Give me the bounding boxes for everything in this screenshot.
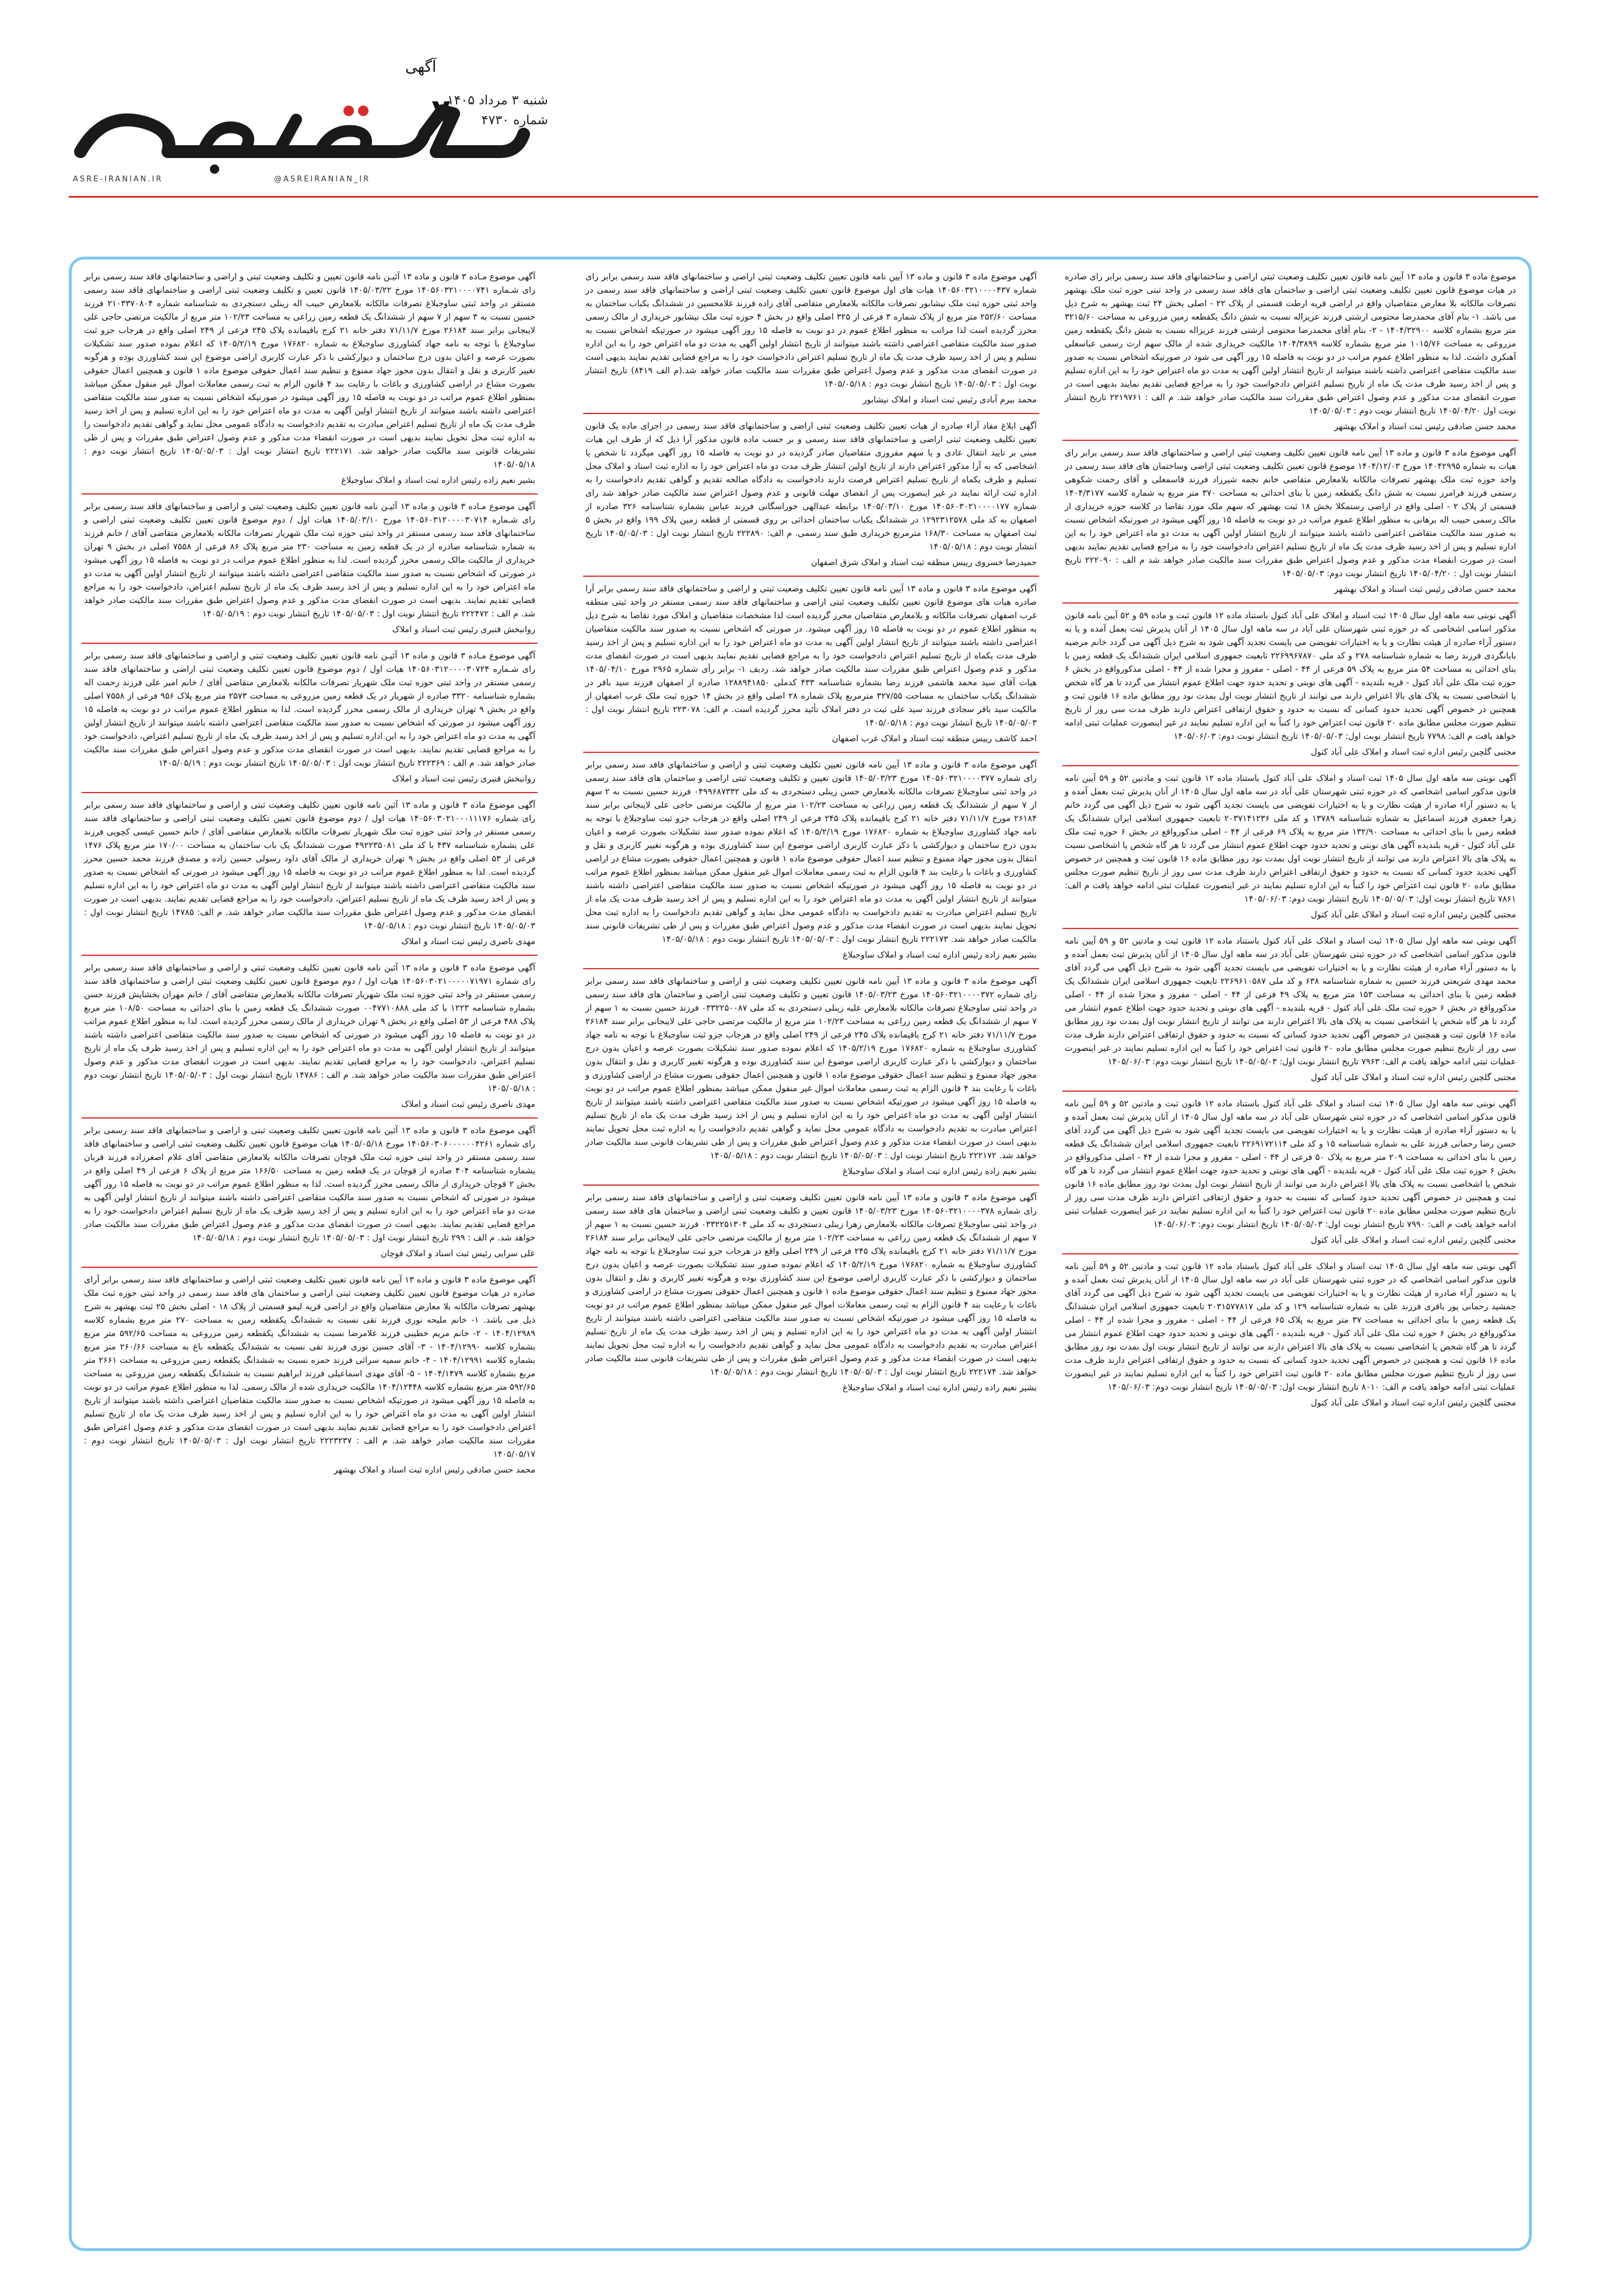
notice-signature: روانبخش قنبری رئیس ثبت اسناد و املاک (392, 625, 535, 635)
site-url: ASRE-IRANIAN.IR (73, 175, 163, 184)
social-handle: @ASREIRANIAN_IR (274, 175, 371, 184)
notice (1062, 440, 1518, 602)
notice-text: آگهی موضوع ماده ۳ قانون و ماده ۱۳ آئین نامه قانون تعیین تکلیف وضعیت ثبتی و اراضی و ساختمانهای فاقد سند رسمی برابر رای شماره ۱۴۰۵۶۰۳۰۶۰۰۰۰۰۰۴۲۶۱ مورخ ۱۴۰۵/۰۵/۱۸ هیات موضوع قانون تعیین تکلیف وضعیت ثبتی اراضی و ساختمانهای فاقد سند رسمی مستقر در واحد ثبتی حوزه ثبت ملک قوچان تصرفات مالکانه بلامعارض متقاضی آقای غلام اصغرزاده فرزند قربان بشماره شناسنامه ۴۰۴ صادره از قوچان در یک قطعه زمین به مساحت ۱۶۶/۵۰ متر مربع از پلاک ۶ فرعی از ۴۹ اصلی واقع در بخش ۲ قوچان خریداری از مالک رسمی محرز گردیده است. لذا به منظور اطلاع عموم مراتب در دو نوبت به فاصله ۱۵ روز آگهی میشود در صورتی که اشخاص نسبت به صدور سند مالکیت متقاضی اعتراضی داشته باشند میتوانند از تاریخ انتشار اولین آگهی به مدت دو ماه اعتراض خود را به این اداره تسلیم و پس از اخذ رسید ظرف یک ماه از تاریخ تسلیم اعتراض دادخواست خود را به مراجع قضایی تقدیم نمایند. بدیهی است در صورت انقضای مدت مذکور و عدم وصول اعتراض طبق مقررات سند مالکیت صادر خواهد شد. م الف : ۲۹۹ تاریخ انتشار نوبت اول : ۱۴۰۵/۰۵/۰۳ تاریخ انتشار نوبت دوم : ۱۴۰۵/۰۵/۱۸ (84, 1126, 536, 1243)
notice (82, 1267, 538, 1483)
notice-signature: مجتبی گلچین رئیس اداره ثبت اسناد و املاک علی آباد کتول (1311, 1236, 1516, 1245)
notice-text: آگهی ابلاغ مفاد آراء صادره از هیات تعیین تکلیف وضعیت ثبتی اراضی و ساختمانهای فاقد سند رسمی در اجرای ماده یک قانون تعیین تکلیف وضعیت ثبتی اراضی و ساختمانهای فاقد سند رسمی و بر حسب ماده قانون مذکور آرا ذیل که از طرف این هیات مبنی بر تایید انتقال عادی و یا سهم مفروزی متقاضیان صادر گردیده در دو نوبت به فاصله ۱۵ روز آگهی میگردد تا شخص یا اشخاصی که به آرا مذکور اعتراض دارند از تاریخ اولین انتشار ظرف مدت دو ماه اعتراض خود را به اداره ثبت اسناد و املاک محل تسلیم و ظرف یکماه از تاریخ تسلیم اعتراض فرصت دارند دادخواست به دادگاه صالحه تقدیم و گواهی تقدیم دادخواست را به اداره ثبت ارائه نمایند در غیر اینصورت پس از انقضای مهلت قانونی و عدم وصول اعتراض سند مالکیت صادر خواهد شد رای شماره ۱۴۰۵۶۰۳۰۲۱۰۰۰۰۱۷۷ مورخ ۱۴۰۵/۰۳/۱۰ برابطه عبدالهی خوراسگانی فرزند عباس بشماره شناسنامه ۳۲۶ صادره از اصفهان به کد ملی ۱۲۹۲۳۱۲۵۷۸ در ششدانگ یکباب ساختمان احداثی بر روی قسمتی از قطعه زمین پلاک ۱۹۹ واقع در بخش ۵ ثبت اصفهان به مساحت ۱۶۸/۳۰ مترمربع خریداری طبق سند رسمی. م الف: ۲۲۲۸۹۰ تاریخ انتشار نوبت اول : ۱۴۰۵/۰۵/۰۳ تاریخ انتشار نوبت دوم : ۱۴۰۵/۰۵/۱۸ (585, 422, 1037, 552)
issue-number: شماره ۴۷۳۰ (481, 113, 548, 128)
notice (82, 643, 538, 792)
notice-text: آگهی موضوع ماده ۳ قانون و ماده ۱۳ آیین نامه قانون تعیین تکلیف وضعیت ثبتی اراضی و ساختمانهای فاقد سند رسمی برابر آرای صادره در هیات موضوع قانون تعیین تکلیف وضعیت ثبتی اراضی و ساختمان های فاقد سند رسمی در واحد ثبتی حوزه ثبت ملک بهشهر تصرفات مالکانه بلا معارض متقاضیان واقع در اراضی قریه لیمو قسمتی از پلاک ۱۸ - اصلی بخش ۲۵ ثبت بهشهر به شرح ذیل می باشد. ۱- خانم ملیحه نوری فرزند تقی نسبت به ششدانگ یکقطعه زمین به مساحت ۲۷۰ متر مربع بشماره کلاسه ۱۴۰۴/۱۲۹۸۹ - ۲- خانم مریم خطیبی فرزند غلامرضا نسبت به ششدانگ یکقطعه زمین مزروعی به مساحت ۵۹۲/۶۵ متر مربع بشماره کلاسه ۱۴۰۴/۱۲۹۹۰ - ۳- آقای حسین نوری فرزند تقی نسبت به ششدانگ یکقطعه باغ به مساحت ۲۶۰/۶۶ متر مربع بشماره کلاسه ۱۴۰۴/۱۲۹۹۱ - ۴- خانم سمیه سرائی فرزند حمزه نسبت به ششدانگ یکقطعه زمین مزروعی به مساحت ۲۶۶۱ متر مربع بشماره کلاسه ۱۴۰۴/۱۴۷۹ - ۵- آقای مهدی اسماعیلی فرزند ابراهیم نسبت به ششدانگ یکقطعه زمین مزروعی به مساحت ۵۹۲/۶۵ متر مربع بشماره کلاسه ۱۴۰۴/۱۲۴۴۸ مالکیت خریداری شده از مالک رسمی. لذا به منظور اطلاع عموم مراتب در دو نوبت به فاصله ۱۵ روز آگهی میشود در صورتیکه اشخاص نسبت به صدور سند مالکیت متقاضیان اعتراضی داشته باشند میتوانند از تاریخ انتشار اولین آگهی به مدت دو ماه اعتراض خود را به این اداره تسلیم و پس از اخذ رسید ظرف مدت یک ماه از تاریخ تسلیم اعتراض دادخواست خود را به مراجع قضایی تقدیم نمایند بدیهی است در صورت انقضای مدت مذکور و عدم وصول اعتراض طبق مقررات سند مالکیت صادر خواهد شد. م الف : ۲۲۲۳۲۳۷ تاریخ انتشار نوبت اول : ۱۴۰۵/۰۵/۰۳ تاریخ انتشار نوبت دوم : ۱۴۰۵/۰۵/۱۷ (84, 1275, 536, 1459)
notice-signature: محمد حسن صادقی رئیس ثبت اسناد و املاک بهشهر (1334, 422, 1516, 432)
notice (583, 576, 1039, 752)
notice-signature: احمد کاشف رییس منطقه ثبت اسناد و املاک غرب اصفهان (831, 734, 1037, 744)
column-right (1062, 268, 1518, 2239)
notice-signature: بشیر نعیم زاده رئیس اداره ثبت اسناد و املاک ساوجبلاغ (843, 1167, 1037, 1176)
notice-text: آگهی موضوع ماده ۳ قانون و ماده ۱۳ آئین نامه قانون تعیین تکلیف وضعیت ثبتی و اراضی و ساختمانهای فاقد سند رسمی برابر رای شماره ۱۴۰۵۶۰۳۰۲۱۰۰۰۱۱۱۷۶ هیات اول / دوم موضوع قانون تعیین تکلیف وضعیت ثبتی اراضی و ساختمانهای فاقد سند رسمی مستقر در واحد ثبتی حوزه ثبت ملک شهریار تصرفات مالکانه بلامعارض متقاضی آقای / خانم حسین عیسی کچویی فرزند علی بشماره شناسنامه ۴۳۷ با کد ملی ۴۹۲۲۳۵۰۸۱ صورت ششدانگ یک باب ساختمان به مساحت ۱۷۰/۰۰ متر مربع پلاک ۱۴۷۶ فرعی از ۵۳ اصلی واقع در بخش ۹ تهران خریداری از مالک آقای داود رسولی حسین زاده و مصدق فرزند محمد حسین محرز گردیده است. لذا به منظور اطلاع عموم مراتب در دو نوبت به فاصله ۱۵ روز آگهی میشود در صورتی که اشخاص نسبت به صدور سند مالکیت متقاضی اعتراضی داشته باشند میتوانند از تاریخ انتشار اولین آگهی به مدت دو ماه اعتراض خود را به این اداره تسلیم و پس از اخذ رسید ظرف یک ماه از تاریخ تسلیم اعتراض، دادخواست خود را به مراجع قضایی تقدیم نمایند. بدیهی است در صورت انقضای مدت مذکور و عدم وصول اعتراض طبق مقررات سند مالکیت صادر خواهد شد. م الف: ۱۴۷۸۵ تاریخ انتشار نوبت اول : ۱۴۰۵/۰۵/۰۳ تاریخ انتشار نوبت دوم : ۱۴۰۵/۰۵/۱۸ (84, 801, 536, 931)
notice-text: آگهی موضوع ماده ۳ قانون و ماده ۱۳ آیین نامه قانون تعیین تکلیف وضعیت ثبتی اراضی و ساختمانهای فاقد سند رسمی برابر رای شماره ۱۴۰۵۶۰۳۲۱۰۰۰۰۴۳۷ هیات های اول موضوع قانون تعیین تکلیف وضعیت ثبتی اراضی و ساختمانهای فاقد سند رسمی در واحد ثبتی حوزه ثبت ملک نیشابور تصرفات مالکانه بلامعارض متقاضی آقای زاده فرزند غلامحسین در ششدانگ یکباب ساختمان به مساحت ۲۵۲/۶۰ متر مربع از پلاک شماره ۳ فرعی از ۳۲۵ اصلی واقع در بخش ۴ حوزه ثبت ملک نیشابور خریداری از مالک رسمی محرز گردیده است لذا مراتب به منظور اطلاع عموم در دو نوبت به فاصله ۱۵ روز آگهی میشود در صورتیکه اشخاص نسبت به صدور سند مالکیت متقاضی اعتراضی داشته باشند میتوانند از تاریخ انتشار اولین آگهی به مدت دو ماه اعتراض خود را به این اداره تسلیم و پس از اخذ رسید ظرف مدت یک ماه از تاریخ تسلیم اعتراض دادخواست خود را به مراجع قضایی تقدیم نمایند بدیهی است در صورت انقضای مدت مذکور و عدم وصول اعتراض طبق مقررات سند مالکیت صادر خواهد شد.(م الف ۸۴۱۹) تاریخ انتشار نوبت اول : ۱۴۰۵/۰۵/۰۳ تاریخ انتشار نوبت دوم : ۱۴۰۵/۰۵/۱۸ (585, 272, 1037, 389)
newspaper-logo (69, 87, 535, 181)
notice (82, 792, 538, 955)
notice-signature: مجتبی گلچین رئیس اداره ثبت اسناد و املاک علی آباد کتول (1311, 748, 1516, 757)
notice (1062, 268, 1518, 440)
notice (82, 955, 538, 1117)
notice (583, 268, 1039, 413)
notice-signature: محمد بیرم آبادی رئیس ثبت اسناد و املاک نیشابور (862, 395, 1037, 405)
notice-text: آگهی موضوع ماده ۳ قانون و ماده ۱۳ آیین نامه قانون تعیین تکلیف وضعیت ثبتی و اراضی و ساختمانهای فاقد سند رسمی برابر رای شماره ۱۴۰۵۶۰۳۲۱۰۰۰۰۳۷۲ مورخ ۱۴۰۵/۰۳/۲۳ قانون تعیین و تکلیف وضعیت ثبتی اراضی و ساختمان های فاقد سند رسمی در واحد ثبتی ساوجبلاغ تصرفات مالکانه بلامعارض علیه زینلی دستجردی به کد ملی ۰۳۳۲۲۵۰۰۸۷ فرزند حسین نسبت به ۱ سهم از ۷ سهم از ششدانگ یک قطعه زمین زراعی به مساحت ۱۰۲/۲۳ متر مربع از مالکیت مرتضی حاجی علی لایبجانی برابر سند ۲۶۱۸۴ مورخ ۷۱/۱۱/۷ دفتر خانه ۲۱ کرج باقیمانده پلاک ۲۴۵ فرعی از ۲۴۹ اصلی واقع در هرجاب جزو ثبت ساوجبلاغ با توجه به نامه جهاد کشاورزی ساوجبلاغ به شماره ۱۷۶۸۲۰ مورخ ۱۴۰۵/۲/۱۹ که اعلام نموده صدور سند تشکیلات بصورت عرصه و اعیان بدون درج ساختمان و دیوارکشی با ذکر عبارت کاربری اراضی موضوع این سند کشاورزی بوده و هرگونه تغییر کاربری و نقل و انتقال بدون مجوز جهاد ممنوع و تنظیم سند اعمال حقوقی موضوع ماده ۱ قانون و همچنین اعمال حقوقی بصورت مشاع در اراضی کشاورزی و باغات با رعایت بند ۴ قانون الزام به ثبت رسمی معاملات اموال غیر منقول ممکن میباشد بمنظور اطلاع عموم مراتب در دو نوبت به فاصله ۱۵ روز آگهی میشود در صورتیکه اشخاص نسبت به صدور سند مالکیت متقاضی اعتراضی داشته باشند میتوانند از تاریخ انتشار اولین آگهی به مدت دو ماه اعتراض خود را به این اداره تسلیم و پس از اخذ رسید ظرف مدت یک ماه از تاریخ تسلیم اعتراض مبادرت به تقدیم دادخواست به دادگاه عمومی محل نماید و گواهی تقدیم دادخواست را به اداره ثبت محل تحویل نمایند بدیهی است در صورت انقضاء مدت مذکور و عدم وصول اعتراض طبق مقررات و پس از طی تشریفات قانونی سند مالکیت صادر خواهد شد. ۲۲۲۱۷۲ تاریخ انتشار نوبت اول : ۱۴۰۵/۰۵/۰۳ تاریخ انتشار نوبت دوم : ۱۴۰۵/۰۵/۱۸ (585, 977, 1037, 1161)
notice-signature: مجتبی گلچین رئیس اداره ثبت اسناد و املاک علی آباد کتول (1311, 1073, 1516, 1082)
notice (82, 493, 538, 643)
logo-wordmark-icon (69, 87, 535, 181)
notice (583, 968, 1039, 1184)
notice (1062, 928, 1518, 1091)
notice-signature: روانبخش قنبری رئیس ثبت اسناد و املاک (392, 774, 535, 784)
column-left (82, 268, 538, 2239)
notice-text: آگهی موضوع مـاده ۳ قانون و ماده ۱۳ آئیـن نامه قانون تعیین و تکلیف وضعیت ثبتی و اراضی و ساختمانهای فاقد سند رسمی برابر رای شـماره ۱۴۰۵۶۰۳۲۱۰۰۰۰۷۴۱ مورخ ۱۴۰۵/۰۳/۲۲ قانون تعیین و تکلیف وضعیت ثبتی اراضی و ساختمانهای فاقد سند رسمی مستقر در واحد ثبتی ساوجبلاغ تصرفات مالکانه بلامعارض حبیب اله زینلی دستجردی به شناسنامه شماره ۲۱۰۳۳۷۰۸۰۴ فرزند حسین نسبت به ۳ سهم از ۷ سهم از ششدانگ یک قطعه زمین زراعی به مساحت ۱۰۲/۲۳ متر مربع از مالکیت مرتضی حاجی علی لایبجانی برابر سند ۲۶۱۸۴ مورخ ۷۱/۱۱/۷ دفتر خانه ۲۱ کرج باقیمانده پلاک ۲۴۵ فرعی از ۲۴۹ اصلی واقع در هرجاب جزو ثبت ساوجبلاغ با توجه به نامه جهاد کشاورزی ساوجبلاغ به شماره ۱۷۶۸۲۰ مورخ ۱۴۰۵/۲/۱۹ که اعلام نموده صدور سند تشکیلات بصورت عرصه و اعیان بدون درج ساختمان و دیوارکشی با ذکر عبارت کاربری اراضی موضوع این سند کشاورزی بوده و هرگونه تغییر کاربری و نقل و انتقال بدون مجوز جهاد ممنوع و تنظیم سند اعمال حقوقی موضوع ماده ۱ قانون و همچنین اعمال حقوقی بصورت مشاع در اراضی کشاورزی و باغات با رعایت بند ۴ قانون الزام به ثبت رسمی معاملات اموال غیر منقول ممکن میباشد بمنظور اطلاع عموم مراتب در دو نوبت به فاصله ۱۵ روز آگهی میشود در صورتیکه اشخاص نسبت به صدور سند مالکیت متقاضی اعتراضی داشته باشند میتوانند از تاریخ انتشار اولین آگهی به مدت دو ماه اعتراض خود را به این اداره تسلیم و پس از اخذ رسید ظرف مدت یک ماه از تاریخ تسلیم اعتراض مبادرت به تقدیم دادخواست به دادگاه عمومی محل نماید و گواهی تقدیم دادخواست را به اداره ثبت محل تحویل نمایند بدیهی است در صورت انقضاء مدت مذکور و عدم وصول اعتراض طبق مقررات و پس از طی تشریفات قانونی سند مالکیت صادر خواهد شد. ۲۲۲۱۷۱ تاریخ انتشار نوبت اول : ۱۴۰۵/۰۵/۰۳ تاریخ انتشار نوبت دوم : ۱۴۰۵/۰۵/۱۸ (84, 272, 536, 469)
notice (1062, 602, 1518, 765)
issue-day: شنبه (522, 93, 548, 108)
notice (1062, 1091, 1518, 1253)
notice (583, 413, 1039, 576)
notice (1062, 765, 1518, 928)
notice-signature: مجتبی گلچین رئیس اداره ثبت اسناد و املاک علی آباد کتول (1311, 1398, 1516, 1408)
notice-text: آگهی نوبتی سه ماهه اول سال ۱۴۰۵ ثبت اسناد و املاک علی آباد کتول باستناد ماده ۱۲ قانون ثبت و مادتین ۵۲ و ۵۹ آیین نامه قانون مذکور اسامی اشخاصی که در حوزه ثبتی شهرستان علی آباد در سه ماهه اول سال ۱۴۰۵ از آنان پذیرش ثبت بعمل آمده و یا به دستور آراء صادره از هیئت نظارت و یا به اختیارات تفویضی می بایست تجدید آگهی شود به شرح ذیل آگهی می گردد خانم زهرا جعفری فرزند اسماعیل به شماره شناسنامه ۱۳۷۸۹ و کد ملی ۲۰۳۷۱۴۱۲۳۶ تابعیت جمهوری اسلامی ایران ششدانگ یک قطعه زمین با بنای احداثی به مساحت ۱۳۲/۹۰ متر مربع به پلاک ۶۹ فرعی از ۴۴ - اصلی مذکورواقع در بخش ۶ حوزه ثبت ملک علی آباد کتول - قریه بلندیده آگهی های نوبتی و تحدید حدود جهت اطلاع عموم انتشار می گردد تا هر گاه شخص یا اشخاصی نسبت به پلاک های بالا اعتراض دارند می توانند از تاریخ انتشار نوبت اول بمدت نود روز مطابق ماده ۱۶ قانون ثبت و همچنین در خصوص آگهی تحدید حدود کسانی که نسبت به حدود و حقوق ارتفاقی اعتراض دارند ظرف مدت سی روز از تاریخ تنظیم صورت مجلس مطابق ماده ۲۰ قانون ثبت اعتراض خود را کتباً به این اداره تسلیم نمایند در غیر اینصورت عملیات ثبتی ادامه خواهد یافت م الف: ۷۸۶۱ تاریخ انتشار نوبت اول: ۱۴۰۵/۰۵/۰۳ تاریخ انتشار نوبت دوم: ۱۴۰۵/۰۶/۰۳ (1065, 774, 1517, 904)
notice-signature: محمد حسن صادقی رئیس ثبت اسناد و املاک بهشهر (1334, 585, 1516, 594)
issue-date-value: ۳ مرداد ۱۴۰۵ (447, 93, 519, 108)
notice-signature: مجتبی گلچین رئیس اداره ثبت اسناد و املاک علی آباد کتول (1311, 910, 1516, 920)
notice (1062, 1253, 1518, 1416)
notice-text: آگهی نوبتی سه ماهه اول سال ۱۴۰۵ ثبت اسناد و املاک علی آباد کتول باستناد ماده ۱۲ قانون ثبت و مادتین ۵۲ و ۵۹ آیین نامه قانون مذکور اسامی اشخاصی که در حوزه ثبتی شهرستان علی آباد در سه ماهه اول سال ۱۴۰۵ از آنان پذیرش ثبت بعمل آمده و یا به دستور آراء صادره از هیئت نظارت و یا به اختیارات تفویضی می بایست تجدید آگهی شود به شرح ذیل آگهی می گردد آقای حسن رضا رحمانی فرزند علی به شماره شناسنامه ۱۵ و کد ملی ۲۲۶۹۱۷۲۱۱۴ تابعیت جمهوری اسلامی ایران ششدانگ یک قطعه زمین با بنای احداثی به مساحت ۲۰۹ متر مربع به پلاک ۵۰ فرعی از ۴۴ - اصلی - مفروز و مجزا شده از ۴۴ - اصلی مذکورواقع در بخش ۶ حوزه ثبت ملک علی آباد کتول - قریه بلندیده - آگهی های نوبتی و تحدید حدود جهت اطلاع عموم انتشار می گردد تا هر گاه شخص یا اشخاصی نسبت به پلاک های بالا اعتراض دارند می توانند از تاریخ انتشار نوبت اول بمدت نود روز مطابق ماده ۱۶ قانون ثبت و همچنین در خصوص آگهی تحدید حدود کسانی که نسبت به حدود و حقوق ارتفاقی اعتراض دارند ظرف مدت سی روز از تاریخ تنظیم صورت مجلس مطابق ماده ۲۰ قانون ثبت اعتراض خود را کتباً به این اداره تسلیم نمایند در غیر اینصورت عملیات ثبتی ادامه خواهد یافت م الف: ۷۹۹۰ تاریخ انتشار نوبت اول: ۱۴۰۵/۰۵/۰۳ تاریخ انتشار نوبت دوم: ۱۴۰۵/۰۶/۰۳ (1065, 1099, 1517, 1229)
notice-signature: علی سرایی رئیس ثبت اسناد و املاک قوچان (381, 1249, 535, 1259)
notice-text: موضوع ماده ۳ قانون و ماده ۱۳ آیین نامه قانون تعیین تکلیف وضعیت ثبتی اراضی و ساختمانهای فاقد سند رسمی برابر رای صادره در هیات موضوع قانون تعیین تکلیف وضعیت ثبتی اراضی و ساختمان های فاقد سند رسمی در واحد ثبتی حوزه ثبت ملک بهشهر تصرفات مالکانه بلا معارض متقاضیان واقع در اراضی قریه ارطت قسمتی از پلاک ۲۲ - اصلی بخش ۲۴ ثبت بهشهر به شرح ذیل می باشد. ۱- بنام آقای محمدرضا محتومی ارشتی فرزند عزیزاله نسبت به شش دانگ یکقطعه زمین مزروعی به مساحت ۳۲۱۵/۶۰ متر مربع بشماره کلاسه ۱۴۰۴/۳۲۹۰۰ - ۲- بنام آقای محمدرضا محتومی ارشتی فرزند عزیزاله نسبت به شش دانگ یکقطعه زمین مزروعی به مساحت ۱۰۱۵/۷۶ متر مربع بشماره کلاسه ۱۴۰۴/۳۸۹۹ مالکیت خریداری شده از مالک سهم ارث رسمی عباسعلی آهنکری داشت. لذا به منظور اطلاع عموم مراتب در دو نوبت به فاصله ۱۵ روز آگهی می شود در صورتیکه اشخاص نسبت به صدور سند مالکیت متقاضی اعتراضی داشته باشند میتوانند از تاریخ انتشار اولین آگهی به مدت دو ماه اعتراض خود را به این اداره تسلیم و پس از اخذ رسید ظرف مدت یک ماه از تاریخ تسلیم اعتراض دادخواست خود را به مراجع قضایی تقدیم نمایند بدیهی است در صورت انقضای مدت مذکور و عدم وصول اعتراض طبق مقررات سند مالکیت صادر خواهد شد. م الف : ۲۲۱۹۷۶۱ تاریخ انتشار نوبت اول ۱۴۰۵/۰۴/۲۰ تاریخ انتشار نوبت دوم : ۱۴۰۵/۰۵/۰۳ (1065, 272, 1517, 416)
notice-text: آگهی موضوع ماده ۳ قانون و ماده ۱۳ آیین نامه قانون تعیین تکلیف وضعیت ثبتی اراضی و ساختمانهای فاقد سند رسمی برابر رای هیات به شماره ۱۴۰۴۲۹۹۵ مورخ ۱۴۰۴/۱۲/۰۳ موضوع قانون تعیین تکلیف وضعیت ثبتی اراضی وساختمان های فاقد سند رسمی در واحد حوزه ثبت ملک بهشهر تصرفات مالکانه بلامعارض متقاضی خانم نجمه شیرزاد فرزند قاسمعلی و آقای رحمت شکوهی رستمی فرزند فرامرز نسبت به شش دانگ یکقطعه زمین با بنای احداثی به مساحت ۳۷۰ متر مربع به شماره کلاسه ۱۴۰۴/۳۱۷۷ قسمتی از پلاک ۲ - اصلی واقع در اراضی رستمکلا بخش ۱۸ ثبت بهشهر که سهم ملک مورد تقاضا در کلاسه حوزه خریداری از مالک رسمی حبیب اله برهانی به منظور اطلاع عموم مراتب در دو نوبت به فاصله ۱۵ روز آگهی میشود در صورتیکه اشخاص نسبت به صدور سند مالکیت متقاضی اعتراضی داشته باشند میتوانند از تاریخ انتشار اولین آگهی به مدت دو ماه اعتراض خود را به این اداره تسلیم و پس از اخذ رسید ظرف مدت یک ماه از تاریخ تسلیم اعتراض دادخواست خود را به مراجع قضایی تقدیم نمایند بدیهی است در صورت انقضاء مدت مذکور و عدم وصول اعتراض طبق مقررات سند مالکیت صادر خواهد شد م الف : ۲۲۲۰۹۰ تاریخ انتشار نوبت اول : ۱۴۰۵/۰۴/۲۰ تاریخ انتشار نوبت دوم: ۱۴۰۵/۰۵/۰۳ (1065, 448, 1517, 579)
notice-signature: بشیر نعیم زاده رئیس اداره ثبت اسناد و املاک ساوجبلاغ (341, 476, 535, 485)
notice-text: آگهی موضوع ماده ۳ قانون و ماده ۱۳ آیین نامه قانون تعیین تکلیف وضعیت ثبتی و اراضی و ساختمانهای فاقد سند رسمی برابر رای شماره ۱۴۰۵۶۰۳۲۱۰۰۰۰۳۷۷ مورخ ۱۴۰۵/۰۳/۲۳ قانون تعیین و تکلیف وضعیت ثبتی اراضی و ساختمان های فاقد سند رسمی در واحد ثبتی ساوجبلاغ تصرفات مالکانه بلامعارض حسن زینلی دستجردی به کد ملی ۰۴۹۹۶۸۷۳۳۲ فرزند حسین نسبت به ۲ سهم از ۷ سهم از ششدانگ یک قطعه زمین زراعی به مساحت ۱۰۲/۲۳ متر مربع از مالکیت مرتضی حاجی علی لایبجانی برابر سند ۲۶۱۸۴ مورخ ۷۱/۱۱/۷ دفتر خانه ۲۱ کرج باقیمانده پلاک ۲۴۵ فرعی از ۲۴۹ اصلی واقع در هرجاب جزو ثبت ساوجبلاغ با توجه به نامه جهاد کشاورزی ساوجبلاغ به شماره ۱۷۶۸۲۰ مورخ ۱۴۰۵/۲/۱۹ که اعلام نموده صدور سند تشکیلات بصورت عرصه و اعیان بدون درج ساختمان و دیوارکشی با ذکر عبارت کاربری اراضی موضوع این سند کشاورزی بوده و هرگونه تغییر کاربری و نقل و انتقال بدون مجوز جهاد ممنوع و تنظیم سند اعمال حقوقی موضوع ماده ۱ قانون و همچنین اعمال حقوقی بصورت مشاع در اراضی کشاورزی و باغات با رعایت بند ۴ قانون الزام به ثبت رسمی معاملات اموال غیر منقول ممکن میباشد بمنظور اطلاع عموم مراتب در دو نوبت به فاصله ۱۵ روز آگهی میشود در صورتیکه اشخاص نسبت به صدور سند مالکیت متقاضی اعتراضی داشته باشند میتوانند از تاریخ انتشار اولین آگهی به مدت دو ماه اعتراض خود را به این اداره تسلیم و پس از اخذ رسید ظرف مدت یک ماه از تاریخ تسلیم اعتراض مبادرت به تقدیم دادخواست به دادگاه عمومی محل نماید و گواهی تقدیم دادخواست را به اداره ثبت محل تحویل نمایند بدیهی است در صورت انقضاء مدت مذکور و عدم وصول اعتراض طبق مقررات و پس از طی تشریفات قانونی سند مالکیت صادر خواهد شد. ۲۲۲۱۷۳ تاریخ انتشار نوبت اول : ۱۴۰۵/۰۵/۰۳ تاریخ انتشار نوبت دوم : ۱۴۰۵/۰۵/۱۸ (585, 760, 1037, 944)
notice-text: آگهی نوبتی سه ماهه اول سال ۱۴۰۵ ثبت اسناد و املاک علی آباد کتول باستناد ماده ۱۲ قانون ثبت و ماده ۵۹ و ۵۲ آیین نامه قانون مذکور اسامی اشخاصی که در حوزه ثبتی شهرستان علی آباد در سه ماهه اول سال ۱۴۰۵ از آنان پذیرش ثبت بعمل آمده و یا به دستور آراء صادره از هیئت نظارت و یا به اختیارات تفویضی می بایست تجدید آگهی شود به شرح ذیل آگهی می گردد خانم مرضیه بابانگردی فرزند رضا به شماره شناسنامه ۲۷۸ و کد ملی ۲۲۶۹۹۶۷۸۷۰ تابعیت جمهوری اسلامی ایران ششدانگ یک قطعه زمین با بنای احداثی به مساحت ۵۴ متر مربع به پلاک ۵۹ فرعی از ۴۴ - اصلی - مفروز و مجزا شده از ۴۴ - اصلی مذکورواقع در بخش ۶ حوزه ثبت ملک علی آباد کتول - قریه بلندیده - آگهی های نوبتی و تحدید حدود جهت اطلاع عموم انتشار می گردد تا هر گاه شخص یا اشخاصی نسبت به پلاک های بالا اعتراض دارند می توانند از تاریخ انتشار نوبت اول بمدت نود روز مطابق ماده ۱۶ قانون ثبت و همچنین در خصوص آگهی تحدید حدود کسانی که نسبت به حدود و حقوق ارتفاقی اعتراض دارند ظرف مدت سی روز از تاریخ تنظیم صورت مجلس مطابق ماده ۲۰ قانون ثبت اعتراض خود را کتباً به این اداره تسلیم نمایند در غیر اینصورت عملیات ثبتی ادامه خواهد یافت م الف: ۷۷۹۸ تاریخ انتشار نوبت اول: ۱۴۰۵/۰۵/۰۳ تاریخ انتشار نوبت دوم: ۱۴۰۵/۰۶/۰۳ (1065, 611, 1517, 741)
notice (583, 752, 1039, 968)
masthead (0, 0, 1607, 233)
notice (82, 1117, 538, 1267)
notice-signature: محمد حسن صادقی رئیس اداره ثبت اسناد و املاک بهشهر (334, 1466, 535, 1475)
notice-text: آگهی موضوع ماده ۳ قانون و ماده ۱۳ آئین نامه قانون تعیین تکلیف وضعیت ثبتی و اراضی و ساختمانهای فاقد سند رسمی برابر رای شماره ۱۴۰۵۶۰۳۰۲۱۰۰۰۰۰۷۱۹۷۱ هیات اول / دوم موضوع قانون تعیین تکلیف وضعیت ثبتی اراضی و ساختمانهای فاقد سند رسمی مستقر در واحد ثبتی حوزه ثبت ملک شهریار تصرفات مالکانه بلامعارض متقاضی آقای / خانم مهران بخشایش فرزند حسن بشماره شناسنامه ۱۲۲۳ با کد ملی ۰۰۴۷۷۱۰۸۸۸ صورت ششدانگ یک قطعه زمین با بنای احداثی به مساحت ۱۰۸/۵۰ متر مربع پلاک ۴۸۸ فرعی از ۵۳ اصلی واقع در بخش ۹ تهران خریداری از مالک رسمی محرز گردیده است. لذا به منظور اطلاع عموم مراتب در دو نوبت به فاصله ۱۵ روز آگهی میشود در صورتی که اشخاص نسبت به صدور سند مالکیت متقاضی اعتراضی داشته باشند میتوانند از تاریخ انتشار اولین آگهی به مدت دو ماه اعتراض خود را به این اداره تسلیم و پس از اخذ رسید ظرف یک ماه از تاریخ تسلیم اعتراض، دادخواست خود را به مراجع قضایی تقدیم نمایند. بدیهی است در صورت انقضای مدت مذکور و عدم وصول اعتراض طبق مقررات سند مالکیت صادر خواهد شد. م الف : ۱۴۷۸۶ تاریخ انتشار نوبت اول : ۱۴۰۵/۰۵/۰۳ تاریخ انتشار نوبت دوم : ۱۴۰۵/۰۵/۱۸ (84, 963, 536, 1093)
notice-signature: مهدی ناصری رئیس ثبت اسناد و املاک (401, 937, 535, 947)
notice-text: آگهی نوبتی سه ماهه اول سال ۱۴۰۵ ثبت اسناد و املاک علی آباد کتول باستناد ماده ۱۲ قانون ثبت و مادتین ۵۲ و ۵۹ آیین نامه قانون مذکور اسامی اشخاصی که در حوزه ثبتی شهرستان علی آباد در سه ماهه اول سال ۱۴۰۵ از آنان پذیرش ثبت بعمل آمده و یا به دستور آراء صادره از هیئت نظارت و یا به اختیارات تفویضی می بایست تجدید آگهی شود به شرح ذیل آگهی می گردد آقای محمد مهدی شریعتی فرزند حسین به شماره شناسنامه ۶۳۸ و کد ملی ۲۲۶۹۶۱۰۵۸۷ تابعیت جمهوری اسلامی ایران ششدانگ یک قطعه زمین با بنای احداثی به مساحت ۱۵۳ متر مربع به پلاک ۴۹ فرعی از ۴۴ - اصلی - مفروز و مجزا شده از ۴۴ - اصلی مذکورواقع در بخش ۶ حوزه ثبت ملک علی آباد کتول - قریه بلندیده - آگهی های نوبتی و تحدید حدود جهت اطلاع عموم انتشار می گردد تا هر گاه شخص یا اشخاصی نسبت به پلاک های بالا اعتراض دارند می توانند از تاریخ انتشار نوبت اول بمدت نود روز مطابق ماده ۱۶ قانون ثبت و همچنین در خصوص آگهی تحدید حدود کسانی که نسبت به حدود و حقوق ارتفاقی اعتراض دارند ظرف مدت سی روز از تاریخ تنظیم صورت مجلس مطابق ماده ۲۰ قانون ثبت اعتراض خود را کتباً به این اداره تسلیم نمایند در غیر اینصورت عملیات ثبتی ادامه خواهد یافت م الف: ۷۹۶۳ تاریخ انتشار نوبت اول: ۱۴۰۵/۰۵/۰۳ تاریخ انتشار نوبت دوم: ۱۴۰۵/۰۶/۰۳ (1065, 937, 1517, 1067)
notice (82, 268, 538, 493)
notice-text: آگهی موضوع مـاده ۳ قانون و ماده ۱۳ آئیـن نامه قانون تعیین تکلیف وضعیت ثبتی و اراضی و ساختمانهای فاقد سند رسمی برابر رای شـماره ۱۴۰۵۶۰۳۱۲۰۰۰۰۳۰۷۱۴ مورخ ۱۴۰۵/۰۳/۱۰ هیات اول / دوم موضوع قانون تعیین تکلیف وضعیت ثبتی اراضی و ساختمانهای فاقد سند رسمی مستقر در واحد ثبتی حوزه ثبت ملک شهریار تصرفات مالکانه بلامعارض متقاضی آقای / خانم فرزند به شماره شناسنامه صادره از در یک قطعه زمین به مساحت ۲۳۰ متر مربع پلاک ۸۶ فرعی از ۷۵۵۸ اصلی در بخش ۹ تهران خریداری از مالکیت مالک رسمی محرز گردیده است. لذا به منظور اطلاع عموم مراتب در دو نوبت به فاصله ۱۵ روز آگهی میشود در صورتی که اشخاص نسبت به صدور سند مالکیت متقاضی اعتراضی داشته باشند میتوانند از تاریخ انتشار اولین آگهی به مدت دو ماه اعتراض خود را به این اداره تسلیم و پس از اخذ رسید ظرف یک ماه از تاریخ تسلیم اعتراض، دادخواست خود را به مراجع قضایی تقدیم نمایند. بدیهی است در صورت انقضای مدت مذکور و عدم وصول اعتراض طبق مقررات سند مالکیت صادر خواهد شد. م الف : ۲۲۲۴۷۲ تاریخ انتشار نوبت اول : ۱۴۰۵/۰۵/۰۳ تاریخ انتشار نوبت دوم : ۱۴۰۵/۰۵/۱۹ (84, 502, 536, 619)
column-middle (583, 268, 1039, 2239)
notice-signature: حمیدرضا خسروی رییس منطقه ثبت اسناد و املاک شرق اصفهان (810, 558, 1037, 567)
notice-text: آگهی موضوع ماده ۳ قانون و ماده ۱۳ آیین نامه قانون تعیین تکلیف وضعیت ثبتی و اراضی و ساختمانهای فاقد سند رسمی برابر آرا صادره هیات های موضوع قانون تعیین تکلیف وضعیت ثبتی اراضی و ساختمانهای فاقد سند رسمی مستقر در واحد ثبتی منطقه غرب اصفهان تصرفات مالکانه و بلامعارض متقاضیان محرز گردیده است لذا مشخصات متقاضیان و املاک مورد تقاضا به شرح ذیل به منظور اطلاع عموم در دو نوبت به فاصله ۱۵ روز آگهی میشود. در صورتی که اشخاص نسبت به صدور سند مالکیت متقاضیان اعتراضی داشته باشند میتوانند از تاریخ انتشار اولین آگهی به مدت دو ماه اعتراض خود را به این اداره تسلیم و پس از اخذ رسید ظرف مدت یکماه از تاریخ تسلیم اعتراض دادخواست خود را به مراجع قضایی تقدیم نمایند بدیهی است در صورت انقضای مدت مذکور و عدم وصول اعتراض طبق مقررات سند مالکیت صادر خواهد شد. ردیف ۱- برابر رأی شماره ۲۹۶۵ مورخ ۱۴۰۵/۰۴/۱۰ هیات آقای سید محمد هاشمی فرزند رضا بشماره شناسنامه ۴۳۳ کدملی ۱۲۸۸۹۴۱۸۵۰ صادره از اصفهان فرزند سید باقر در ششدانگ یکباب ساختمان به مساحت ۳۲۷/۵۵ مترمربع پلاک شماره ۲۸ اصلی واقع در بخش ۱۴ حوزه ثبت ملک غرب اصفهان از مالکیت سید باقر سجادی فرزند سید علی ثبت در دفتر املاک تأئید محرز گردیده است. م الف: ۲۲۳۰۷۸ تاریخ انتشار نوبت اول : ۱۴۰۵/۰۵/۰۳ تاریخ انتشار نوبت دوم : ۱۴۰۵/۰۵/۱۸ (585, 584, 1037, 728)
header-divider (69, 196, 1538, 198)
notice-text: آگهی موضوع ماده ۳ قانون و ماده ۱۳ آیین نامه قانون تعیین تکلیف وضعیت ثبتی و اراضی و ساختمانهای فاقد سند رسمی برابر رای شماره ۱۴۰۵۶۰۳۲۱۰۰۰۰۳۷۸ مورخ ۱۴۰۵/۰۳/۲۳ قانون تعیین و تکلیف وضعیت ثبتی اراضی و ساختمان های فاقد سند رسمی در واحد ثبتی ساوجبلاغ تصرفات مالکانه بلامعارض زهرا زینلی دستجردی به کد ملی ۰۳۳۲۲۵۱۳۰۴ فرزند حسین نسبت به ۱ سهم از ۷ سهم از ششدانگ یک قطعه زمین زراعی به مساحت ۱۰۲/۲۳ متر مربع از مالکیت مرتضی حاجی علی لایبجانی برابر سند ۲۶۱۸۴ مورخ ۷۱/۱۱/۷ دفتر خانه ۲۱ کرج باقیمانده پلاک ۲۴۵ فرعی از ۲۴۹ اصلی واقع در هرجاب جزو ثبت ساوجبلاغ با توجه به نامه جهاد کشاورزی ساوجبلاغ به شماره ۱۷۶۸۲۰ مورخ ۱۴۰۵/۲/۱۹ که اعلام نموده صدور سند تشکیلات بصورت عرصه و اعیان بدون درج ساختمان و دیوارکشی با ذکر عبارت کاربری اراضی موضوع این سند کشاورزی بوده و هرگونه تغییر کاربری و نقل و انتقال بدون مجوز جهاد ممنوع و تنظیم سند اعمال حقوقی موضوع ماده ۱ قانون و همچنین اعمال حقوقی بصورت مشاع در اراضی کشاورزی و باغات با رعایت بند ۴ قانون الزام به ثبت رسمی معاملات اموال غیر منقول ممکن میباشد بمنظور اطلاع عموم مراتب در دو نوبت به فاصله ۱۵ روز آگهی میشود در صورتیکه اشخاص نسبت به صدور سند مالکیت متقاضی اعتراضی داشته باشند میتوانند از تاریخ انتشار اولین آگهی به مدت دو ماه اعتراض خود را به این اداره تسلیم و پس از اخذ رسید ظرف مدت یک ماه از تاریخ تسلیم اعتراض مبادرت به تقدیم دادخواست به دادگاه عمومی محل نماید و گواهی تقدیم دادخواست را به اداره ثبت محل تحویل نمایند بدیهی است در صورت انقضاء مدت مذکور و عدم وصول اعتراض طبق مقررات و پس از طی تشریفات قانونی سند مالکیت صادر خواهد شد. ۲۲۲۱۷۴ تاریخ انتشار نوبت اول : ۱۴۰۵/۰۵/۰۳ تاریخ انتشار نوبت دوم : ۱۴۰۵/۰۵/۱۸ (585, 1193, 1037, 1377)
section-label: آگهی (405, 58, 437, 76)
notice-signature: بشیر نعیم زاده رئیس اداره ثبت اسناد و املاک ساوجبلاغ (843, 951, 1037, 960)
notice-signature: مهدی ناصری رئیس ثبت اسناد و املاک (401, 1100, 535, 1109)
notice (583, 1184, 1039, 1401)
notice-text: آگهی نوبتی سه ماهه اول سال ۱۴۰۵ ثبت اسناد و املاک علی آباد کتول باستناد ماده ۱۲ قانون ثبت و مادتین ۵۲ و ۵۹ آیین نامه قانون مذکور اسامی اشخاصی که در حوزه ثبتی شهرستان علی آباد در سه ماهه اول سال ۱۴۰۵ از آنان پذیرش ثبت بعمل آمده و یا به دستور آراء صادره از هیئت نظارت و یا به اختیارات تفویضی می بایست تجدید آگهی شود به شرح ذیل آگهی می گردد آقای جمشید رحمانی پور باقری فرزند علی به شماره شناسنامه ۱۲۹ و کد ملی ۲۰۳۱۵۷۷۸۱۷ تابعیت جمهوری اسلامی ایران ششدانگ یک قطعه زمین با بنای احداثی به مساحت ۳۷ متر مربع به پلاک ۶۵ فرعی از ۴۴ - اصلی - مفروز و مجزا شده از ۴۴ - اصلی مذکورواقع در بخش ۶ حوزه ثبت ملک علی آباد کتول - قریه بلندیده - آگهی های نوبتی و تحدید حدود جهت اطلاع عموم انتشار می گردد تا هر گاه شخص یا اشخاصی نسبت به پلاک های بالا اعتراض دارند می توانند از تاریخ انتشار نوبت اول بمدت نود روز مطابق ماده ۱۶ قانون ثبت و همچنین در خصوص آگهی تحدید حدود کسانی که نسبت به حدود و حقوق ارتفاقی اعتراض دارند ظرف مدت سی روز از تاریخ تنظیم صورت مجلس مطابق ماده ۲۰ قانون ثبت اعتراض خود را کتباً به این اداره تسلیم نمایند در غیر اینصورت عملیات ثبتی ادامه خواهد یافت م الف: ۸۰۱۰ تاریخ انتشار نوبت اول: ۱۴۰۵/۰۵/۰۳ تاریخ انتشار نوبت دوم: ۱۴۰۵/۰۶/۰۳ (1065, 1262, 1517, 1392)
notice-signature: بشیر نعیم زاده رئیس اداره ثبت اسناد و املاک ساوجبلاغ (843, 1383, 1037, 1393)
page-number: ۷ (431, 92, 451, 129)
notice-text: آگهی موضوع مـاده ۳ قانون و ماده ۱۳ آئیـن نامه قانون تعیین تکلیف وضعیت ثبتی و اراضی و ساختمانهای فاقد سند رسمی برابر رای شـماره ۱۴۰۵۶۰۳۱۲۰۰۰۰۳۰۷۲۴ هیات اول / دوم موضوع قانون تعیین تکلیف وضعیت ثبتی اراضی و ساختمانهای فاقد سند رسمی مستقر در واحد ثبتی حوزه ثبت ملک شهریار تصرفات مالکانه بلامعارض متقاضی آقای / خانم امیر علی فرزند رحمت اله بشماره شناسنامه ۳۳۲۰ صادره از شهریار در یک قطعه زمین مزروعی به مساحت ۲۵۷۳ متر مربع پلاک ۹۵۶ فرعی از ۷۵۵۸ اصلی واقع در بخش ۹ تهران خریداری از مالک رسمی محرز گردیده است. لذا به منظور اطلاع عموم مراتب در دو نوبت به فاصله ۱۵ روز آگهی میشود در صورتی که اشخاص نسبت به صدور سند مالکیت متقاضی اعتراضی داشته باشند میتوانند از تاریخ انتشار اولین آگهی به مدت دو ماه اعتراض خود را به این اداره تسلیم و پس از اخذ رسید ظرف یک ماه از تاریخ تسلیم اعتراض، دادخواست خود را به مراجع قضایی تقدیم نمایند. بدیهی است در صورت انقضای مدت مذکور و عدم وصول اعتراض طبق مقررات سند مالکیت صادر خواهد شد. م الف : ۲۲۲۳۶۹ تاریخ انتشار نوبت اول : ۱۴۰۵/۰۵/۰۳ تاریخ انتشار نوبت دوم : ۱۴۰۵/۰۵/۱۹ (84, 651, 536, 768)
